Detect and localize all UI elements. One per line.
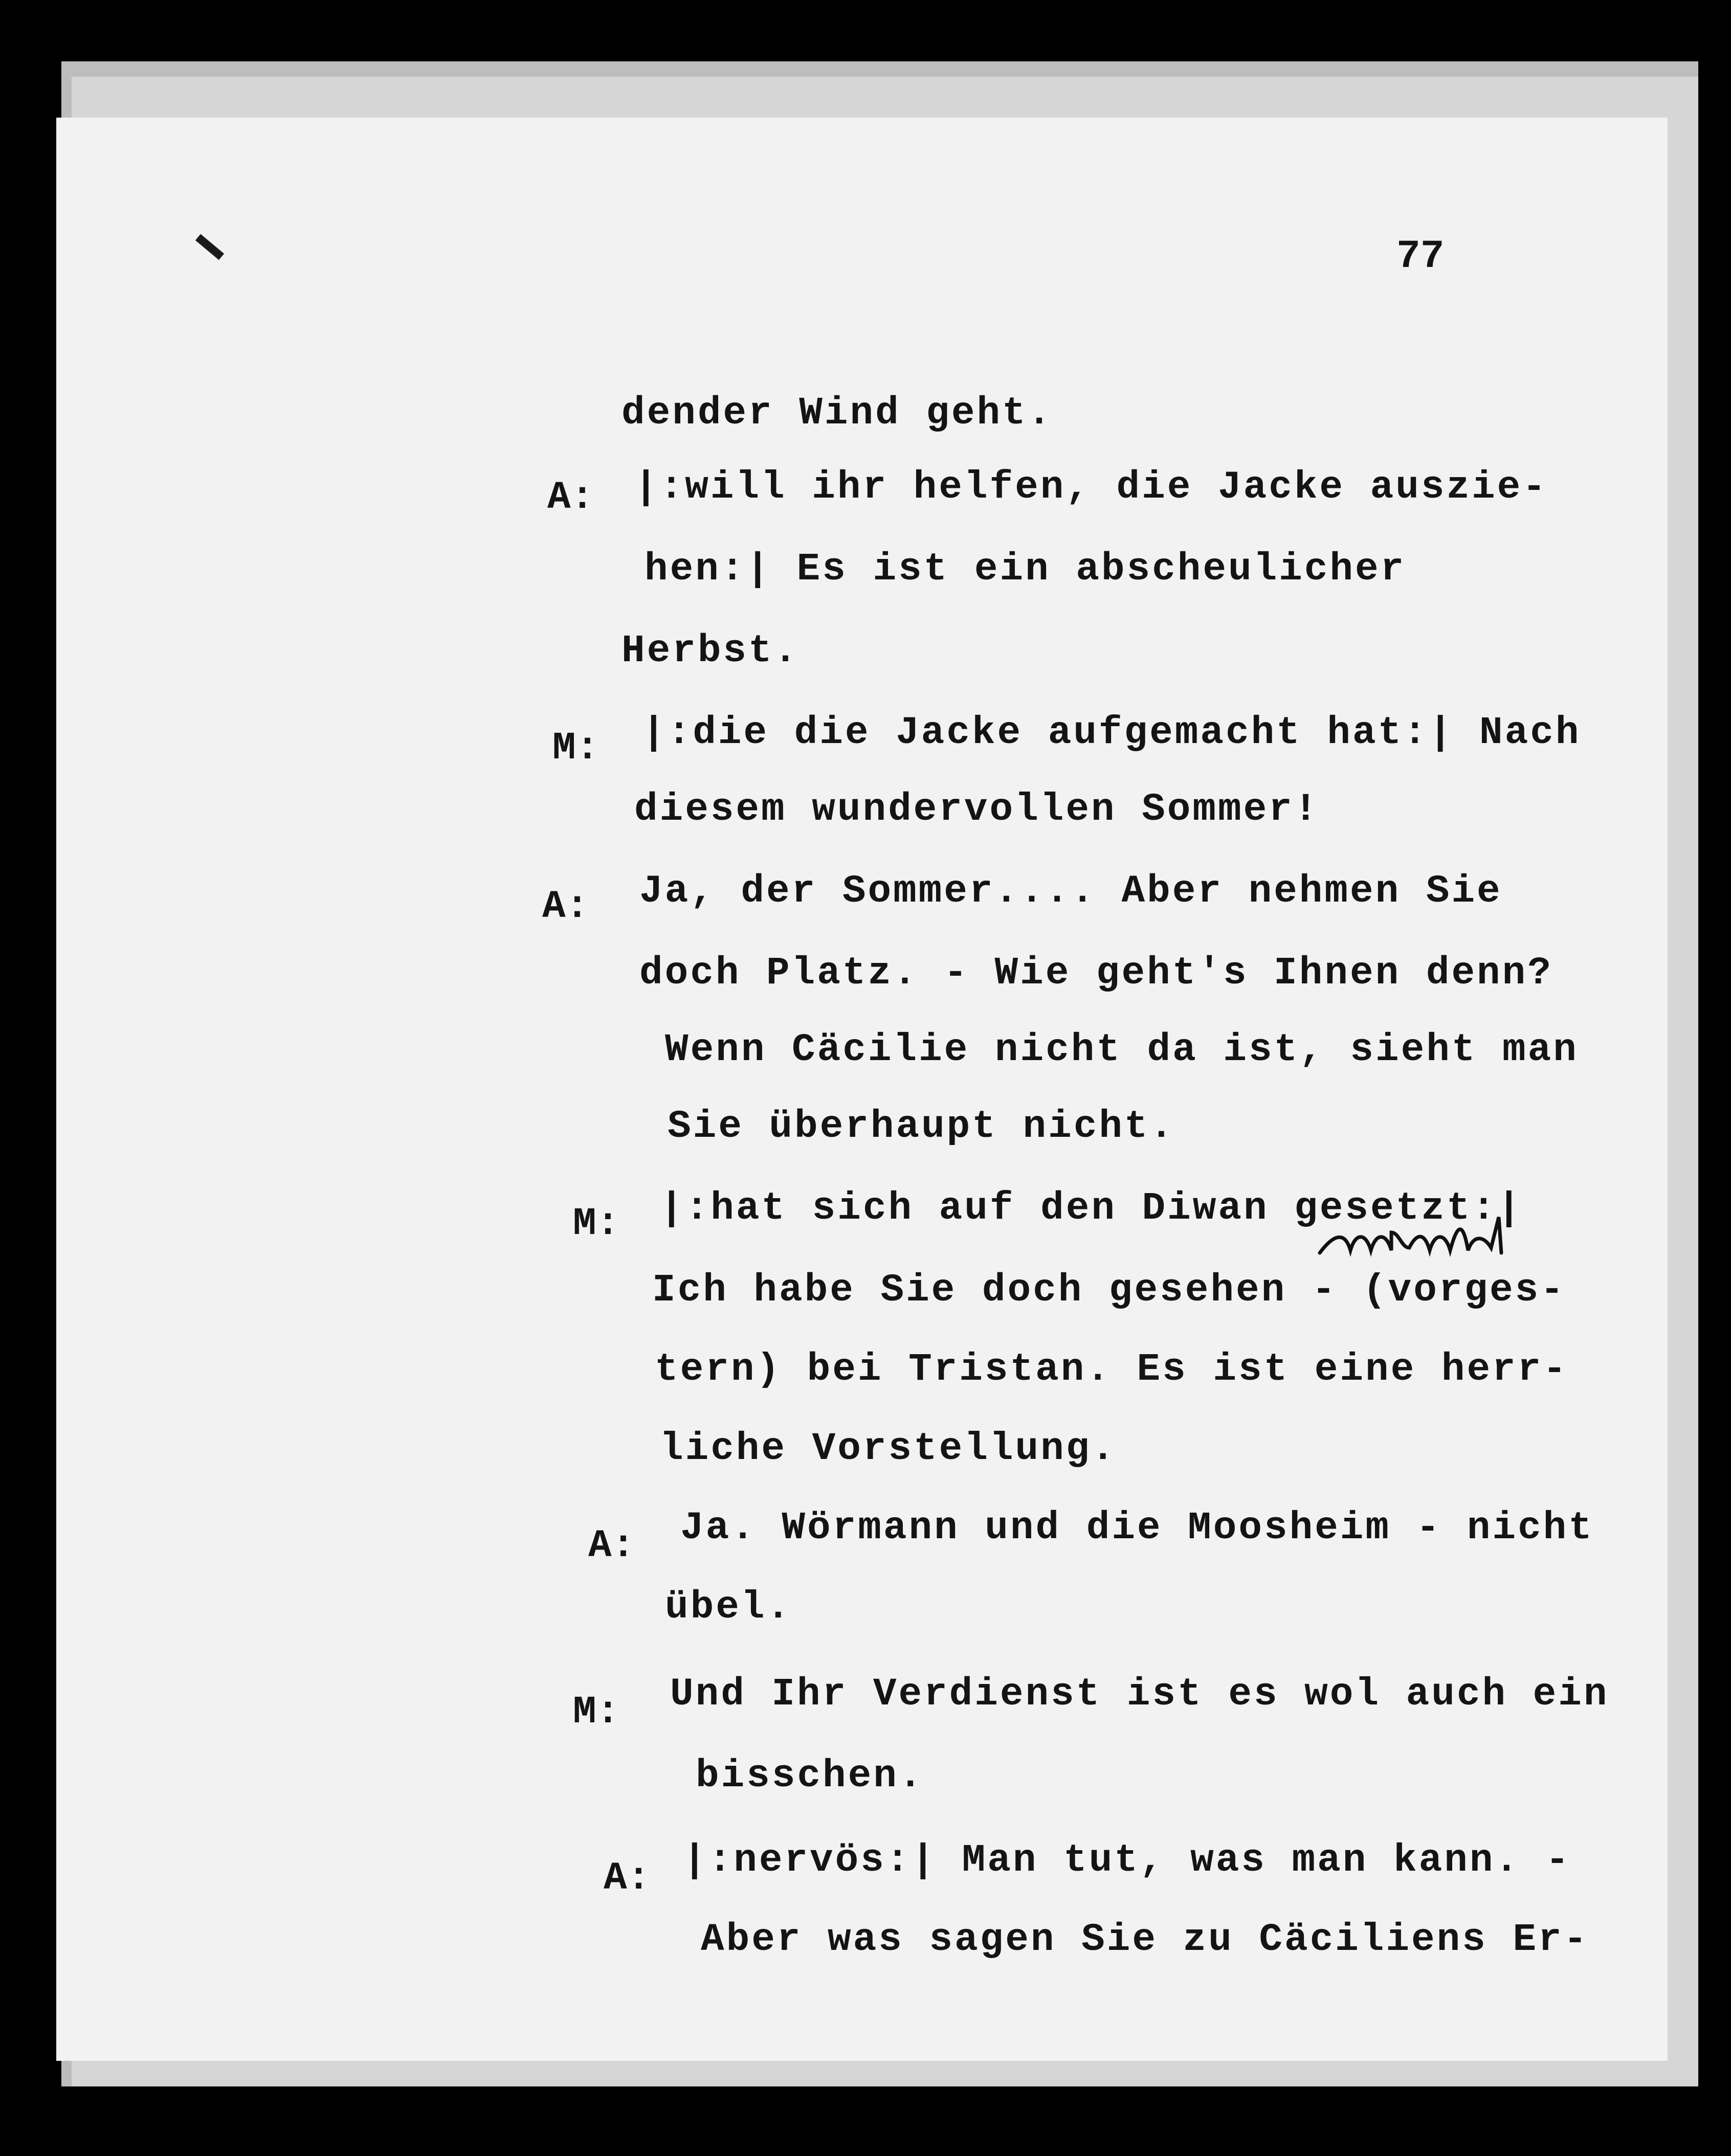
text-line: übel.	[665, 1585, 792, 1629]
text-line: |:hat sich auf den Diwan gesetzt:|	[660, 1186, 1523, 1230]
text-line: diesem wundervollen Sommer!	[634, 788, 1320, 832]
text-line: Und Ihr Verdienst ist es wol auch ein	[670, 1672, 1609, 1716]
handwritten-annotation	[1315, 1212, 1529, 1278]
text-line: |:will ihr helfen, die Jacke auszie-	[634, 465, 1548, 509]
text-line: Ich habe Sie doch gesehen - (vorges-	[652, 1268, 1566, 1312]
speaker-label: A:	[547, 476, 594, 520]
speaker-label: A:	[604, 1856, 651, 1900]
typescript-page	[56, 118, 1668, 2061]
text-line: Herbst.	[622, 629, 800, 673]
page-number: 77	[1396, 234, 1445, 279]
text-line: doch Platz. - Wie geht's Ihnen denn?	[639, 951, 1553, 995]
text-line: |:nervös:| Man tut, was man kann. -	[683, 1838, 1571, 1882]
speaker-label: A:	[588, 1524, 635, 1568]
speaker-label: M:	[573, 1202, 620, 1246]
text-line: dender Wind geht.	[622, 391, 1053, 435]
text-line: |:die die Jacke aufgemacht hat:| Nach	[642, 711, 1581, 755]
text-line: Ja. Wörmann und die Moosheim - nicht	[680, 1506, 1594, 1550]
text-line: hen:| Es ist ein abscheulicher	[645, 547, 1406, 591]
ink-mark	[195, 234, 224, 260]
speaker-label: M:	[573, 1690, 620, 1734]
text-line: Sie überhaupt nicht.	[668, 1105, 1175, 1149]
text-line: bisschen.	[696, 1754, 924, 1798]
speaker-label: A:	[542, 885, 589, 929]
text-line: Wenn Cäcilie nicht da ist, sieht man	[665, 1028, 1579, 1072]
text-line: liche Vorstellung.	[660, 1427, 1117, 1471]
speaker-label: M:	[552, 726, 600, 770]
text-line: Aber was sagen Sie zu Cäciliens Er-	[701, 1918, 1589, 1962]
text-line: Ja, der Sommer.... Aber nehmen Sie	[639, 869, 1502, 913]
text-line: tern) bei Tristan. Es ist eine herr-	[655, 1348, 1568, 1391]
